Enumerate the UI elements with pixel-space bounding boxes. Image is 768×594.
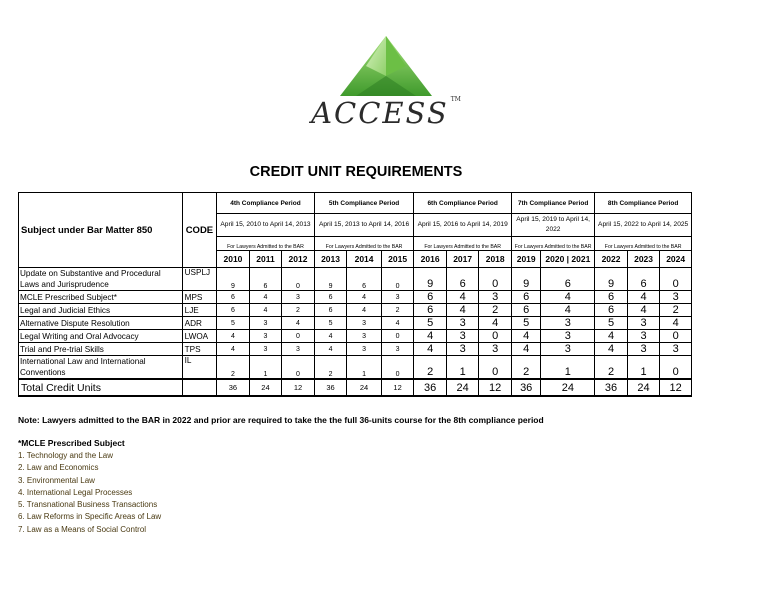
- value-cell: 4: [595, 343, 628, 356]
- total-value: 24: [347, 379, 382, 396]
- value-cell: 4: [627, 304, 660, 317]
- logo-trademark: TM: [450, 96, 461, 103]
- total-value: 36: [414, 379, 447, 396]
- year-cell: 2014: [347, 251, 382, 268]
- value-cell: 6: [347, 268, 382, 291]
- subject-cell: Alternative Dispute Resolution: [19, 317, 183, 330]
- code-cell: USPLJ: [182, 268, 217, 291]
- value-cell: 4: [627, 291, 660, 304]
- list-item: 5. Transnational Business Transactions: [18, 500, 158, 510]
- list-item: 3. Environmental Law: [18, 475, 95, 485]
- total-value: 24: [541, 379, 595, 396]
- logo-text: ACCESS: [311, 96, 449, 130]
- subject-rows: [19, 268, 692, 380]
- value-cell: 3: [347, 330, 382, 343]
- value-cell: 3: [660, 291, 692, 304]
- period-title: 5th Compliance Period: [314, 193, 414, 214]
- code-cell: IL: [182, 356, 217, 380]
- subject-cell: Legal Writing and Oral Advocacy: [19, 330, 183, 343]
- value-cell: 9: [511, 268, 540, 291]
- value-cell: 0: [381, 268, 414, 291]
- mcle-title: *MCLE Prescribed Subject: [18, 438, 125, 448]
- value-cell: 1: [541, 356, 595, 380]
- mcle-list: [18, 450, 418, 536]
- value-cell: 3: [381, 343, 414, 356]
- value-cell: 2: [314, 356, 347, 380]
- total-code-cell: [182, 379, 217, 396]
- value-cell: 4: [282, 317, 315, 330]
- value-cell: 1: [347, 356, 382, 380]
- value-cell: 3: [381, 291, 414, 304]
- table-row: [19, 356, 692, 380]
- value-cell: 0: [282, 268, 315, 291]
- value-cell: 4: [381, 317, 414, 330]
- code-cell: MPS: [182, 291, 217, 304]
- value-cell: 5: [595, 317, 628, 330]
- period-range: April 15, 2010 to April 14, 2013: [217, 214, 315, 237]
- period-note: For Lawyers Admitted to the BAR: [414, 237, 512, 251]
- value-cell: 4: [511, 343, 540, 356]
- logo-wordmark: [306, 96, 466, 130]
- value-cell: 2: [381, 304, 414, 317]
- value-cell: 3: [627, 330, 660, 343]
- total-label: Total Credit Units: [19, 379, 183, 396]
- list-item: 4. International Legal Processes: [18, 487, 133, 497]
- period-range: April 15, 2013 to April 14, 2016: [314, 214, 414, 237]
- header-row-periods: [19, 193, 692, 214]
- value-cell: 4: [249, 304, 282, 317]
- value-cell: 6: [217, 291, 250, 304]
- value-cell: 3: [446, 343, 479, 356]
- value-cell: 0: [282, 330, 315, 343]
- value-cell: 0: [282, 356, 315, 380]
- value-cell: 6: [414, 291, 447, 304]
- year-cell: 2016: [414, 251, 447, 268]
- year-cell: 2019: [511, 251, 540, 268]
- code-cell: ADR: [182, 317, 217, 330]
- code-header: CODE: [182, 193, 217, 268]
- value-cell: 1: [249, 356, 282, 380]
- table-row: [19, 291, 692, 304]
- value-cell: 6: [511, 291, 540, 304]
- period-range: April 15, 2019 to April 14, 2022: [511, 214, 594, 237]
- value-cell: 4: [541, 291, 595, 304]
- code-cell: LWOA: [182, 330, 217, 343]
- value-cell: 0: [479, 268, 512, 291]
- value-cell: 4: [660, 317, 692, 330]
- total-value: 36: [595, 379, 628, 396]
- subject-cell: Trial and Pre-trial Skills: [19, 343, 183, 356]
- value-cell: 9: [595, 268, 628, 291]
- value-cell: 3: [446, 330, 479, 343]
- value-cell: 3: [446, 317, 479, 330]
- period-range: April 15, 2016 to April 14, 2019: [414, 214, 512, 237]
- value-cell: 3: [249, 343, 282, 356]
- year-cell: 2011: [249, 251, 282, 268]
- value-cell: 6: [249, 268, 282, 291]
- period-title: 7th Compliance Period: [511, 193, 594, 214]
- value-cell: 3: [627, 343, 660, 356]
- value-cell: 3: [627, 317, 660, 330]
- value-cell: 3: [660, 343, 692, 356]
- value-cell: 9: [217, 268, 250, 291]
- list-item: 6. Law Reforms in Specific Areas of Law: [18, 512, 162, 522]
- value-cell: 6: [314, 304, 347, 317]
- value-cell: 6: [595, 304, 628, 317]
- value-cell: 3: [249, 317, 282, 330]
- triangle-logo-icon: [306, 30, 466, 100]
- value-cell: 3: [541, 330, 595, 343]
- value-cell: 9: [314, 268, 347, 291]
- subject-cell: Legal and Judicial Ethics: [19, 304, 183, 317]
- value-cell: 4: [217, 330, 250, 343]
- value-cell: 6: [595, 291, 628, 304]
- value-cell: 6: [511, 304, 540, 317]
- value-cell: 4: [414, 343, 447, 356]
- year-cell: 2024: [660, 251, 692, 268]
- value-cell: 0: [660, 268, 692, 291]
- value-cell: 4: [249, 291, 282, 304]
- period-note: For Lawyers Admitted to the BAR: [511, 237, 594, 251]
- value-cell: 4: [446, 304, 479, 317]
- value-cell: 2: [217, 356, 250, 380]
- value-cell: 4: [446, 291, 479, 304]
- period-note: For Lawyers Admitted to the BAR: [314, 237, 414, 251]
- value-cell: 5: [511, 317, 540, 330]
- value-cell: 3: [282, 291, 315, 304]
- value-cell: 6: [627, 268, 660, 291]
- table-row: [19, 343, 692, 356]
- period-note: For Lawyers Admitted to the BAR: [217, 237, 315, 251]
- total-value: 24: [627, 379, 660, 396]
- value-cell: 6: [414, 304, 447, 317]
- period-title: 8th Compliance Period: [595, 193, 692, 214]
- code-cell: TPS: [182, 343, 217, 356]
- value-cell: 3: [249, 330, 282, 343]
- year-cell: 2018: [479, 251, 512, 268]
- total-value: 36: [511, 379, 540, 396]
- value-cell: 3: [479, 291, 512, 304]
- table-row: [19, 317, 692, 330]
- total-value: 36: [314, 379, 347, 396]
- value-cell: 5: [314, 317, 347, 330]
- value-cell: 4: [541, 304, 595, 317]
- value-cell: 2: [511, 356, 540, 380]
- subject-header: Subject under Bar Matter 850: [19, 193, 183, 268]
- subject-cell: Update on Substantive and Procedural Laws and Jurisprudence: [19, 268, 183, 291]
- year-cell: 2010: [217, 251, 250, 268]
- year-cell: 2020 | 2021: [541, 251, 595, 268]
- value-cell: 0: [381, 356, 414, 380]
- access-logo: [306, 30, 466, 134]
- value-cell: 6: [314, 291, 347, 304]
- period-note: For Lawyers Admitted to the BAR: [595, 237, 692, 251]
- total-value: 36: [217, 379, 250, 396]
- total-value: 24: [249, 379, 282, 396]
- year-cell: 2012: [282, 251, 315, 268]
- period-title: 6th Compliance Period: [414, 193, 512, 214]
- value-cell: 5: [414, 317, 447, 330]
- subject-cell: MCLE Prescribed Subject*: [19, 291, 183, 304]
- value-cell: 2: [479, 304, 512, 317]
- value-cell: 3: [347, 343, 382, 356]
- value-cell: 4: [217, 343, 250, 356]
- table-row: [19, 268, 692, 291]
- value-cell: 0: [479, 330, 512, 343]
- value-cell: 3: [282, 343, 315, 356]
- total-value: 12: [282, 379, 315, 396]
- value-cell: 4: [347, 291, 382, 304]
- value-cell: 5: [217, 317, 250, 330]
- total-row: [19, 379, 692, 396]
- value-cell: 2: [414, 356, 447, 380]
- total-value: 12: [479, 379, 512, 396]
- value-cell: 3: [479, 343, 512, 356]
- credit-units-table: [18, 192, 692, 397]
- value-cell: 0: [381, 330, 414, 343]
- value-cell: 2: [660, 304, 692, 317]
- value-cell: 4: [414, 330, 447, 343]
- year-cell: 2017: [446, 251, 479, 268]
- value-cell: 6: [446, 268, 479, 291]
- year-cell: 2015: [381, 251, 414, 268]
- note-text: Note: Lawyers admitted to the BAR in 2022 and prior are required to take the the full 36-units course for the 8th compliance period: [18, 415, 544, 425]
- page-title: CREDIT UNIT REQUIREMENTS: [249, 164, 463, 180]
- list-item: 7. Law as a Means of Social Control: [18, 524, 147, 534]
- mcle-section: [18, 438, 418, 536]
- total-value: 12: [381, 379, 414, 396]
- year-cell: 2023: [627, 251, 660, 268]
- value-cell: 4: [314, 330, 347, 343]
- value-cell: 2: [282, 304, 315, 317]
- value-cell: 9: [414, 268, 447, 291]
- table-row: [19, 330, 692, 343]
- value-cell: 1: [446, 356, 479, 380]
- value-cell: 3: [541, 317, 595, 330]
- value-cell: 4: [595, 330, 628, 343]
- subject-cell: International Law and International Conventions: [19, 356, 183, 380]
- value-cell: 0: [660, 356, 692, 380]
- value-cell: 1: [627, 356, 660, 380]
- list-item: 1. Technology and the Law: [18, 451, 114, 460]
- year-cell: 2013: [314, 251, 347, 268]
- period-range: April 15, 2022 to April 14, 2025: [595, 214, 692, 237]
- value-cell: 6: [541, 268, 595, 291]
- total-value: 12: [660, 379, 692, 396]
- value-cell: 3: [347, 317, 382, 330]
- value-cell: 4: [314, 343, 347, 356]
- value-cell: 0: [660, 330, 692, 343]
- total-value: 24: [446, 379, 479, 396]
- table-row: [19, 304, 692, 317]
- list-item: 2. Law and Economics: [18, 463, 99, 473]
- code-cell: LJE: [182, 304, 217, 317]
- value-cell: 0: [479, 356, 512, 380]
- year-cell: 2022: [595, 251, 628, 268]
- value-cell: 2: [595, 356, 628, 380]
- value-cell: 4: [347, 304, 382, 317]
- value-cell: 4: [511, 330, 540, 343]
- value-cell: 3: [541, 343, 595, 356]
- value-cell: 4: [479, 317, 512, 330]
- period-title: 4th Compliance Period: [217, 193, 315, 214]
- value-cell: 6: [217, 304, 250, 317]
